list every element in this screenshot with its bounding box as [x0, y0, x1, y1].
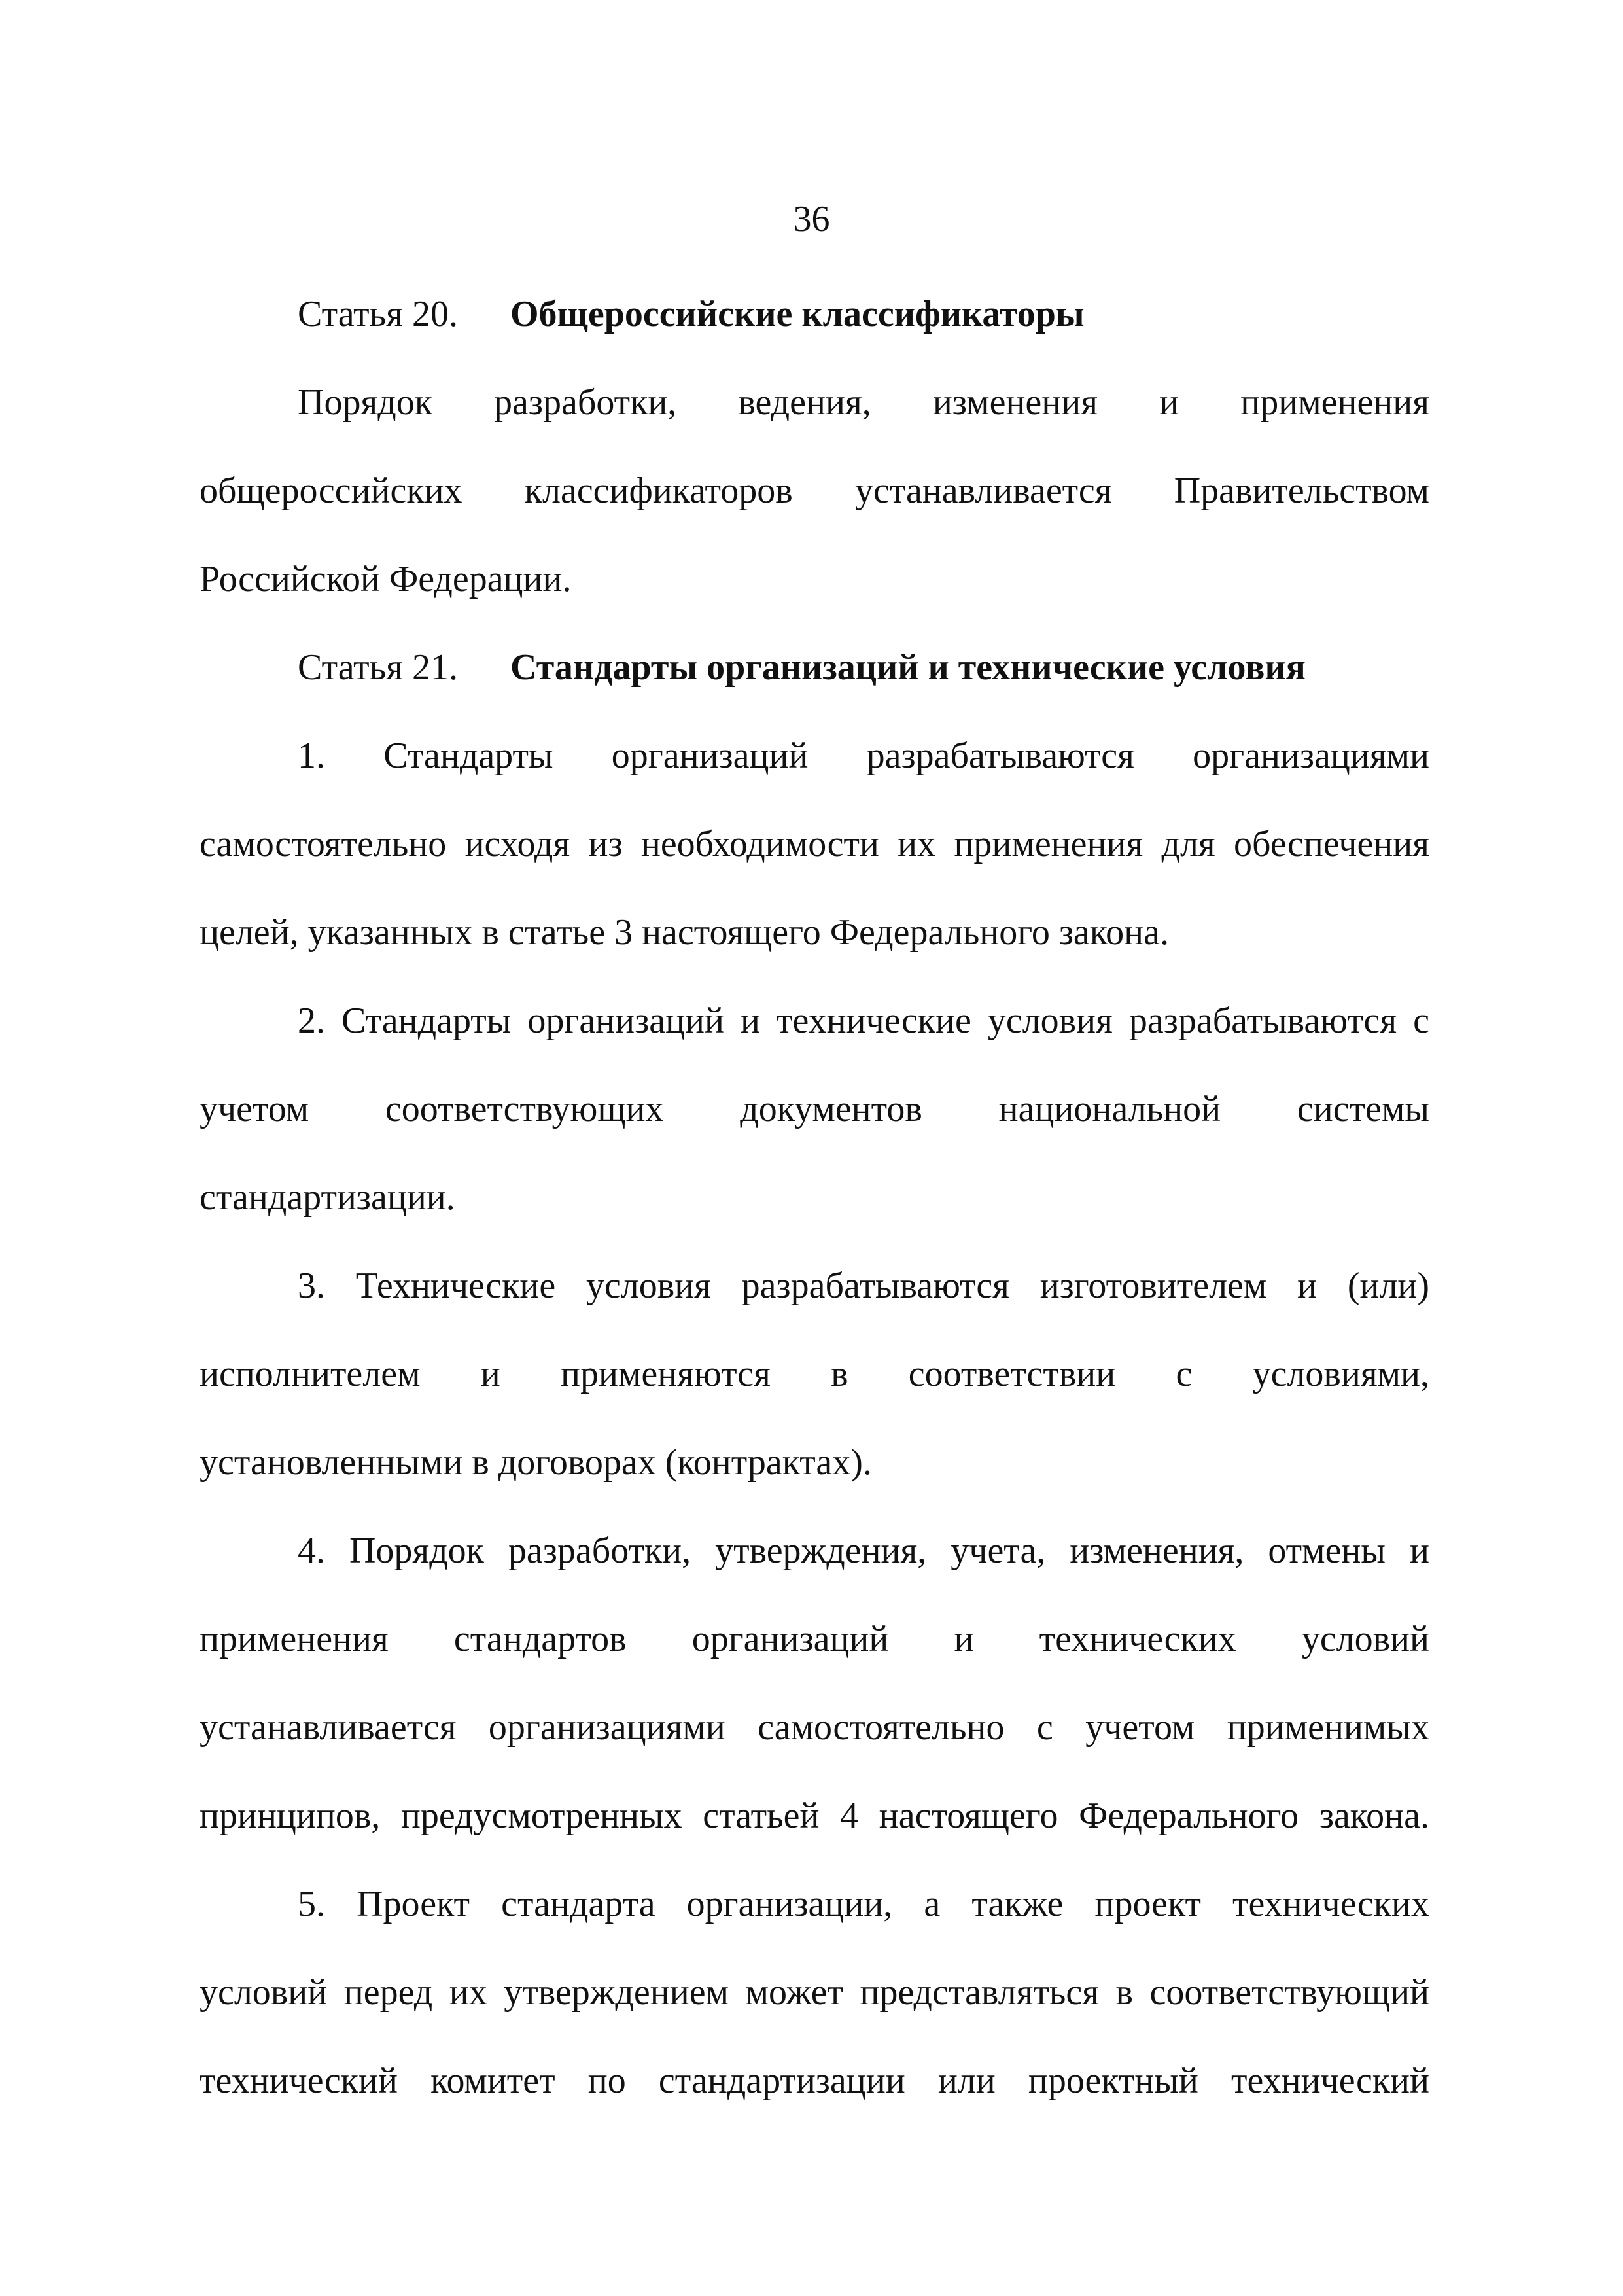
article-21-title: Стандарты организаций и технические условия: [510, 647, 1306, 688]
paragraph-line: применения стандартов организаций и технических условий: [200, 1619, 1429, 1659]
paragraph-line: установленными в договорах (контрактах).: [200, 1442, 872, 1483]
paragraph-line: стандартизации.: [200, 1177, 455, 1218]
article-20-label: Статья 20.: [298, 294, 458, 334]
paragraph-line: исполнителем и применяются в соответствии с условиями,: [200, 1354, 1429, 1394]
article-20-heading: [298, 291, 1429, 337]
paragraph-line: целей, указанных в статье 3 настоящего Федерального закона.: [200, 912, 1169, 953]
paragraph-line: 4. Порядок разработки, утверждения, учета, изменения, отмены и: [298, 1530, 1429, 1571]
page-number: 36: [793, 199, 830, 239]
paragraph-line: принципов, предусмотренных статьей 4 настоящего Федерального закона.: [200, 1795, 1429, 1836]
article-21-label: Статья 21.: [298, 647, 458, 688]
paragraph-line: учетом соответствующих документов национальной системы: [200, 1089, 1429, 1129]
paragraph-line: 3. Технические условия разрабатываются изготовителем и (или): [298, 1265, 1429, 1306]
paragraph-line: 2. Стандарты организаций и технические условия разрабатываются с: [298, 1000, 1429, 1041]
article-21-heading: [298, 645, 1429, 690]
paragraph-line: Российской Федерации.: [200, 559, 572, 599]
paragraph-line: условий перед их утверждением может представляться в соответствующий: [200, 1972, 1429, 2013]
paragraph-line: самостоятельно исходя из необходимости их применения для обеспечения: [200, 824, 1429, 864]
paragraph-line: общероссийских классификаторов устанавливается Правительством: [200, 470, 1429, 511]
paragraph-line: 5. Проект стандарта организации, а также проект технических: [298, 1884, 1429, 1924]
paragraph-line: Порядок разработки, ведения, изменения и применения: [298, 382, 1429, 423]
paragraph-line: технический комитет по стандартизации или проектный технический: [200, 2060, 1429, 2101]
article-20-title: Общероссийские классификаторы: [510, 294, 1085, 334]
paragraph-line: 1. Стандарты организаций разрабатываются организациями: [298, 735, 1429, 776]
paragraph-line: устанавливается организациями самостоятельно с учетом применимых: [200, 1707, 1429, 1748]
